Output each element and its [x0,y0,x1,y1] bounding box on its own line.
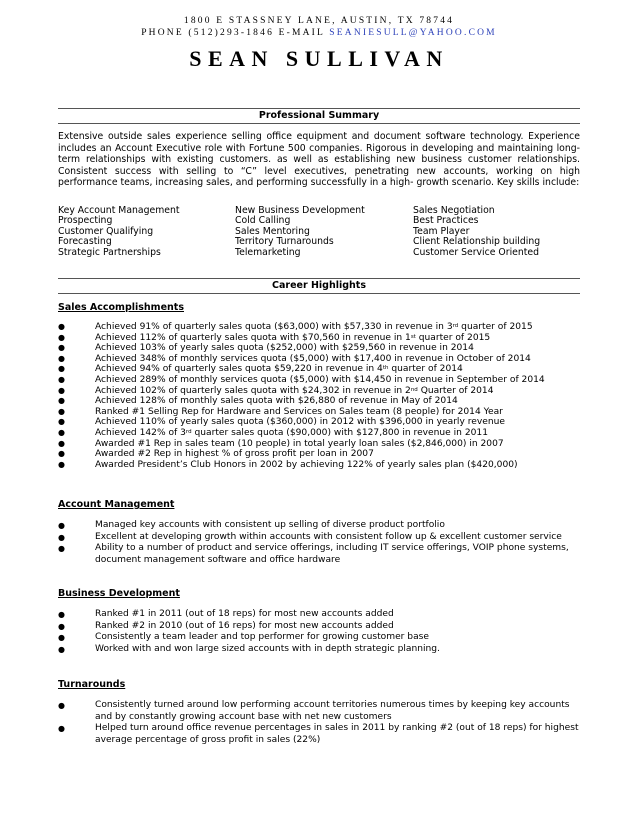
list-item-text: Ability to a number of product and service offerings, including IT service offerings, VOIP phone systems, document management software and office hardware [95,543,569,565]
ordinal-suffix: rd [185,428,192,435]
bullet-icon: ● [58,332,65,342]
bullet-icon: ● [58,322,65,331]
business-development-title: Business Development [58,588,180,599]
list-item [58,417,583,428]
bullet-icon: ● [58,374,65,384]
account-management-title: Account Management [58,499,175,510]
list-item [58,532,583,544]
skills-column-3 [413,206,540,258]
list-item [58,543,583,566]
list-item [58,439,583,450]
list-item-text: Achieved 112% of quarterly sales quota with $70,560 in revenue in 1 [95,332,411,343]
skill-item: Telemarketing [235,246,301,258]
list-item-text: Ranked #1 Selling Rep for Hardware and Services on Sales team (8 people) for 2014 Year [95,406,503,417]
list-item [58,333,583,344]
list-item [58,375,583,386]
skill-item: Prospecting [58,215,113,227]
list-item [58,460,583,471]
turnarounds-list [58,700,583,746]
list-item-text: Consistently turned around low performing account territories numerous times by keeping key accounts and by constantly growing account base with net new customers [95,700,570,722]
list-item-text: Awarded #1 Rep in sales team (10 people) in total yearly loan sales ($2,846,000) in 2007 [95,438,504,449]
bullet-icon: ● [58,544,65,554]
bullet-icon: ● [58,353,65,363]
contact-line [0,28,638,38]
list-item-text: Excellent at developing growth within accounts with consistent follow up & excellent customer service [95,531,562,542]
bullet-icon: ● [58,438,65,448]
phone-label: PHONE (512)293-1846 E-MAIL [141,28,330,38]
list-item-text-cont: quarter of 2014 [388,364,463,375]
list-item [58,322,583,333]
bullet-icon: ● [58,621,65,631]
summary-paragraph: Extensive outside sales experience selling office equipment and document software technology. Experience includes an Account Executive role with Fortune 500 companies. Rigorous in developing and maintaining long-term relationships with existing customers. as well as establishing new business customer relationships. Consistent success with selling to “C” level executives, penetrating new accounts, working on high performance teams, increasing sales, and performing successfully in a high- growth scenario. Key skills include: [58,131,580,189]
sales-accomplishments-list [58,322,583,470]
list-item [58,632,583,644]
ordinal-suffix: nd [410,386,418,393]
sales-accomplishments-title: Sales Accomplishments [58,302,184,313]
list-item [58,449,583,460]
list-item-text-cont: quarter sales quota ($90,000) with $127,800 in revenue in 2011 [191,427,488,438]
list-item-text: Achieved 102% of quarterly sales quota with $24,302 in revenue in 2 [95,385,411,396]
list-item-text: Awarded President’s Club Honors in 2002 by achieving 122% of yearly sales plan ($420,000) [95,459,518,470]
bullet-icon: ● [58,396,65,406]
list-item [58,386,583,397]
bullet-icon: ● [58,364,65,374]
skill-item: Sales Negotiation [413,205,495,216]
list-item-text: Ranked #1 in 2011 (out of 18 reps) for most new accounts added [95,609,394,619]
bullet-icon: ● [58,532,65,542]
bullet-icon: ● [58,427,65,437]
skill-item: New Business Development [235,205,365,216]
list-item-text: Achieved 128% of monthly sales quota with $26,880 of revenue in May of 2014 [95,396,458,407]
turnarounds-title: Turnarounds [58,679,126,690]
list-item-text: Helped turn around office revenue percentages in sales in 2011 by ranking #2 (out of 18 reps) for highest average percentage of gross profit in sales (22%) [95,723,579,745]
list-item-text: Achieved 110% of yearly sales quota ($360,000) in 2012 with $396,000 in yearly revenue [95,417,505,428]
list-item-text: Managed key accounts with consistent up selling of diverse product portfolio [95,520,445,530]
list-item-text: Achieved 91% of quarterly sales quota ($63,000) with $57,330 in revenue in 3 [95,322,453,332]
list-item-text-cont: Quarter of 2014 [417,385,494,396]
skill-item: Cold Calling [235,215,291,227]
ordinal-suffix: th [382,365,389,372]
list-item [58,700,583,723]
skill-item: Best Practices [413,215,479,227]
bullet-icon: ● [58,521,65,530]
skill-item: Team Player [413,225,470,237]
email-link[interactable]: SEANIESULL@YAHOO.COM [329,28,497,38]
account-management-list [58,520,583,566]
skill-item: Customer Service Oriented [413,246,540,258]
list-item [58,723,583,746]
list-item [58,621,583,633]
bullet-icon: ● [58,459,65,469]
bullet-icon: ● [58,406,65,416]
ordinal-suffix: rd [452,323,459,329]
career-highlights-heading: Career Highlights [58,278,580,294]
address-line: 1800 E STASSNEY LANE, AUSTIN, TX 78744 [183,16,455,26]
list-item [58,407,583,418]
list-item-text: Worked with and won large sized accounts with in depth strategic planning. [95,643,440,654]
bullet-icon: ● [58,417,65,427]
list-item-text: Achieved 348% of monthly services quota ($5,000) with $17,400 in revenue in October of 2014 [95,353,531,364]
list-item-text: Awarded #2 Rep in highest % of gross profit per loan in 2007 [95,449,374,460]
list-item [58,364,583,375]
list-item [58,396,583,407]
list-item [58,644,583,656]
list-item [58,520,583,532]
skill-item: Client Relationship building [413,236,541,248]
list-item-text-cont: quarter of 2015 [458,322,533,332]
business-development-list [58,609,583,655]
skill-item: Territory Turnarounds [235,236,334,248]
skill-item: Customer Qualifying [58,225,154,237]
ordinal-suffix: st [410,333,416,340]
list-item-text: Achieved 289% of monthly services quota ($5,000) with $14,450 in revenue in September of 2014 [95,374,545,385]
bullet-icon: ● [58,633,65,643]
list-item [58,354,583,365]
list-item-text: Ranked #2 in 2010 (out of 16 reps) for most new accounts added [95,620,394,631]
skills-column-2 [235,206,365,258]
list-item-text: Achieved 142% of 3 [95,427,186,438]
candidate-name: SEAN SULLIVAN [189,46,449,71]
list-item [58,428,583,439]
skill-item: Strategic Partnerships [58,246,161,258]
skill-item: Forecasting [58,236,112,248]
bullet-icon: ● [58,343,65,353]
bullet-icon: ● [58,644,65,654]
list-item-text-cont: quarter of 2015 [415,332,491,343]
skills-column-1 [58,206,180,258]
skill-item: Sales Mentoring [235,225,310,237]
list-item [58,343,583,354]
bullet-icon: ● [58,385,65,395]
bullet-icon: ● [58,724,65,734]
bullet-icon: ● [58,449,65,459]
bullet-icon: ● [58,610,65,619]
skill-item: Key Account Management [58,205,180,216]
list-item-text: Achieved 103% of yearly sales quota ($252,000) with $259,560 in revenue in 2014 [95,343,474,354]
bullet-icon: ● [58,701,65,710]
list-item-text: Achieved 94% of quarterly sales quota $59,220 in revenue in 4 [95,364,383,375]
professional-summary-heading: Professional Summary [58,108,580,124]
list-item [58,609,583,621]
list-item-text: Consistently a team leader and top performer for growing customer base [95,632,429,643]
